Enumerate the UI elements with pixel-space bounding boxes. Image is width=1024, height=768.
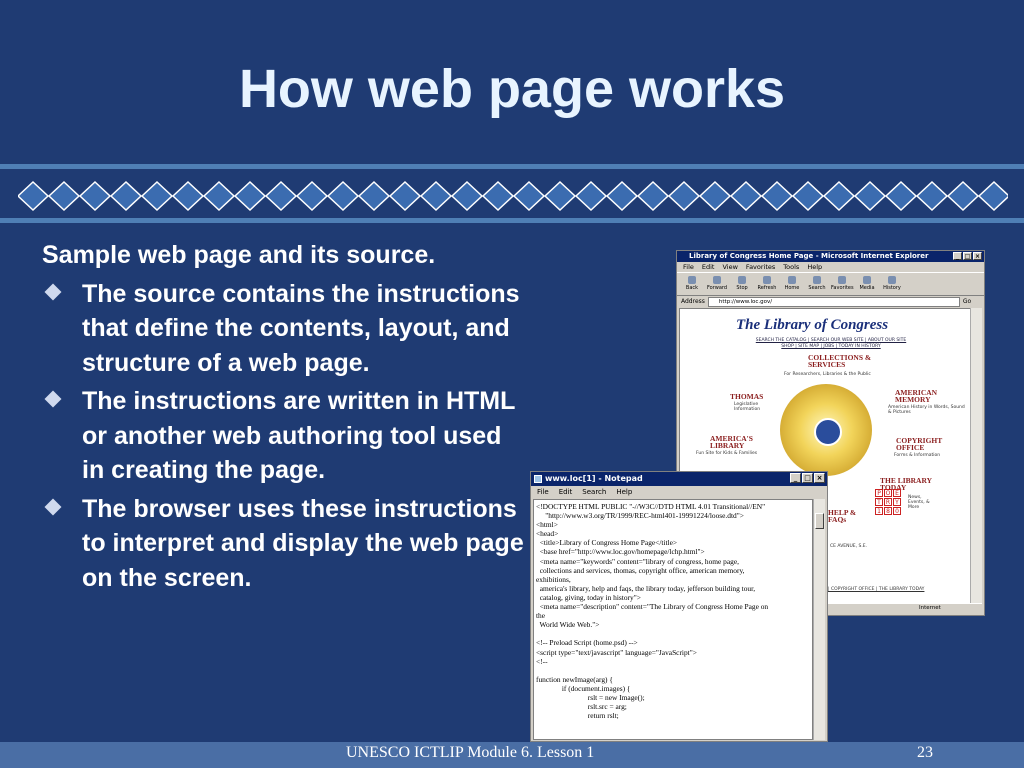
poetry-letter: R <box>885 499 891 506</box>
back-button[interactable]: Back <box>681 273 703 295</box>
poetry-letter: Y <box>893 498 901 506</box>
poetry-letter: O <box>885 490 891 497</box>
diamond-ornament <box>638 182 668 210</box>
html-source-text[interactable]: <!DOCTYPE HTML PUBLIC "-//W3C//DTD HTML 4.01 Transitional//EN" "http://www.w3.org/TR/1999/REC-html401-19991224/loose.dtd"> <html> <head> <title>Library of Congress Home Page</title> <base href="http://www.loc.gov/homepage/lchp.html"> <meta name="keywords" content="library of congress, home page, collections and services, thomas, copyright office, american memory, exhibitions, america's library, help and faqs, the library today, jefferson building tour, catalog, giving, today in history"> <meta name="description" content="The Library of Congress Home Page on the World Wide Web."> <!-- Preload Script (home.psd) --> <script type="text/javascript" language="JavaScript"> <!-- function newImage(arg) { if (document.images) { rslt = new Image(); rslt.src = arg; return rslt; <box>533 499 813 740</box>
browser-menubar <box>677 262 984 272</box>
diamond-ornament <box>700 182 730 210</box>
diamond-ornament <box>49 182 79 210</box>
bullet-item <box>42 277 527 381</box>
diamond-ornament <box>328 182 358 210</box>
stop-button[interactable]: Stop <box>731 273 753 295</box>
bullet-diamond-icon <box>45 498 62 515</box>
page-number: 23 <box>917 744 933 761</box>
menu-help[interactable]: Help <box>807 263 823 271</box>
browser-toolbar <box>677 272 984 296</box>
notepad-menubar <box>531 486 827 498</box>
top-band <box>0 164 1024 169</box>
go-button[interactable]: Go <box>962 298 972 305</box>
menu-search[interactable]: Search <box>582 488 607 496</box>
lead-text: Sample web page and its source. <box>42 241 436 269</box>
window-controls <box>953 252 982 260</box>
diamond-ornament <box>824 182 854 210</box>
maximize-icon[interactable]: □ <box>802 473 813 483</box>
bullet-item <box>42 384 527 488</box>
diamond-ornament <box>545 182 575 210</box>
menu-file[interactable]: File <box>537 488 549 496</box>
address-bar <box>677 296 984 307</box>
maximize-icon[interactable]: □ <box>964 253 971 260</box>
diamond-ornament <box>452 182 482 210</box>
poetry-180-grid[interactable] <box>875 489 901 515</box>
forward-button[interactable]: Forward <box>706 273 728 295</box>
library-today-link[interactable]: THE LIBRARY TODAY <box>880 476 932 492</box>
menu-edit[interactable]: Edit <box>701 263 715 271</box>
americas-library-link[interactable]: AMERICA'S LIBRARY <box>710 434 753 450</box>
loc-footer-links[interactable]: | COPYRIGHT OFFICE | THE LIBRARY TODAY <box>828 587 925 592</box>
american-memory-link[interactable]: AMERICAN MEMORY <box>895 388 938 404</box>
menu-help[interactable]: Help <box>616 488 633 496</box>
diamond-chain-divider <box>18 180 1008 212</box>
diamond-ornament <box>359 182 389 210</box>
browser-titlebar <box>677 251 984 262</box>
scroll-thumb[interactable] <box>815 513 824 529</box>
bullet-item <box>42 492 527 596</box>
menu-edit[interactable]: Edit <box>558 488 573 496</box>
notepad-titlebar <box>531 472 827 486</box>
diamond-ornament <box>917 182 947 210</box>
diamond-ornament <box>669 182 699 210</box>
bullet-diamond-icon <box>45 283 62 300</box>
window-controls <box>790 473 825 483</box>
menu-favorites[interactable]: Favorites <box>745 263 776 271</box>
thomas-link[interactable]: THOMAS <box>730 392 764 401</box>
diamond-ornament <box>235 182 265 210</box>
diamond-ornament <box>18 182 48 210</box>
diamond-ornament <box>793 182 823 210</box>
history-button[interactable]: History <box>881 273 903 295</box>
diamond-ornament <box>514 182 544 210</box>
diamond-ornament <box>80 182 110 210</box>
address-line: CE AVENUE, S.E. <box>830 544 868 549</box>
diamond-ornament <box>266 182 296 210</box>
notepad-window-screenshot <box>530 471 828 742</box>
diamond-ornament <box>483 182 513 210</box>
menu-view[interactable]: View <box>722 263 738 271</box>
bullet-text: The instructions are written in HTML or another web authoring tool used in creating the page. <box>82 387 515 484</box>
diamond-ornament <box>576 182 606 210</box>
loc-nav-row[interactable]: SHOP | SITE MAP | JOBS | TODAY IN HISTORY <box>781 344 881 349</box>
americas-library-sub: Fun Site for Kids & Families <box>696 451 758 456</box>
diamond-ornament <box>204 182 234 210</box>
notepad-title: www.loc[1] - Notepad <box>545 474 643 483</box>
slide-title: How web page works <box>238 59 786 119</box>
loc-nav-links[interactable] <box>736 338 926 350</box>
loc-heading: The Library of Congress <box>736 317 889 333</box>
diamond-ornament <box>948 182 978 210</box>
poetry-letter: E <box>893 489 901 497</box>
poetry-letter: P <box>875 489 883 497</box>
thomas-sub: Legislative Information <box>734 402 761 412</box>
bullet-text: The browser uses these instructions to interpret and display the web page on the screen. <box>82 494 524 592</box>
diamond-ornament <box>762 182 792 210</box>
address-label: Address <box>681 298 705 305</box>
collections-sub: For Researchers, Libraries & the Public <box>784 372 871 377</box>
close-icon[interactable]: × <box>814 473 825 483</box>
poetry-letter: 0 <box>893 507 901 515</box>
close-icon[interactable]: × <box>974 253 981 260</box>
minimize-icon[interactable]: _ <box>790 473 801 483</box>
favorites-button[interactable]: Favorites <box>831 273 853 295</box>
diamond-ornament <box>731 182 761 210</box>
collections-link[interactable]: COLLECTIONS & SERVICES <box>808 353 872 369</box>
library-today-sub: News, Events, & More <box>908 495 930 510</box>
bottom-band <box>0 218 1024 223</box>
status-zone: Internet <box>919 605 941 611</box>
diamond-ornament <box>607 182 637 210</box>
diamond-ornament <box>297 182 327 210</box>
search-button[interactable]: Search <box>806 273 828 295</box>
diamond-ornament <box>979 182 1008 210</box>
address-input[interactable]: http://www.loc.gov/ <box>708 297 960 307</box>
notepad-icon <box>534 475 542 483</box>
diamond-ornament <box>886 182 916 210</box>
american-memory-sub: American History in Words, Sound & Pictures <box>888 405 965 415</box>
browser-title: Library of Congress Home Page - Microsoft Internet Explorer <box>689 252 929 260</box>
browser-scrollbar[interactable] <box>970 308 982 604</box>
poetry-letter: T <box>875 498 883 506</box>
home-button[interactable]: Home <box>781 273 803 295</box>
diamond-ornament <box>142 182 172 210</box>
diamond-ornament <box>421 182 451 210</box>
bullet-text: The source contains the instructions that define the contents, layout, and structure of a web page. <box>82 279 520 377</box>
poetry-letter: 8 <box>884 507 892 515</box>
menu-file[interactable]: File <box>683 263 694 271</box>
footer-text: UNESCO ICTLIP Module 6. Lesson 1 <box>346 744 595 761</box>
diamond-ornament <box>390 182 420 210</box>
help-faqs-link[interactable]: HELP & FAQs <box>828 508 857 524</box>
media-button[interactable]: Media <box>856 273 878 295</box>
menu-tools[interactable]: Tools <box>783 263 800 271</box>
loc-seal-image[interactable] <box>780 384 872 476</box>
copyright-office-link[interactable]: COPYRIGHT OFFICE <box>896 436 943 452</box>
refresh-button[interactable]: Refresh <box>756 273 778 295</box>
bullet-diamond-icon <box>45 391 62 408</box>
notepad-scrollbar[interactable] <box>813 499 825 740</box>
copyright-sub: Forms & Information <box>894 453 941 458</box>
diamond-ornament <box>111 182 141 210</box>
loc-nav-row[interactable]: SEARCH THE CATALOG | SEARCH OUR WEB SITE | ABOUT OUR SITE <box>755 338 907 343</box>
diamond-ornament <box>855 182 885 210</box>
diamond-ornament <box>173 182 203 210</box>
poetry-letter: 1 <box>875 507 883 515</box>
bullet-list <box>42 238 527 599</box>
minimize-icon[interactable]: _ <box>953 252 962 260</box>
